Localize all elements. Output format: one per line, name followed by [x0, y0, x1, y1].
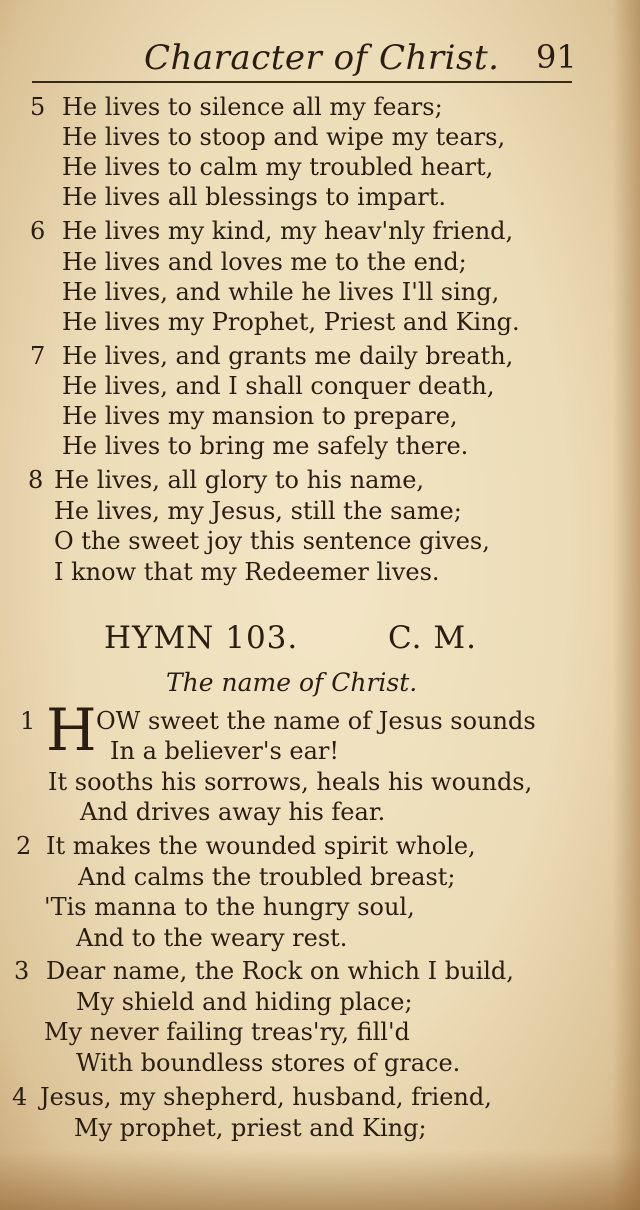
hymn-meter: C. M. [388, 620, 477, 656]
verse-line: He lives, my Jesus, still the same; [54, 497, 462, 525]
verse-number: 8 [28, 466, 44, 494]
verse-number: 4 [12, 1083, 28, 1111]
verse-number: 7 [30, 342, 46, 370]
page-edge-shadow [612, 0, 640, 1210]
verse-line: He lives to calm my troubled heart, [62, 153, 494, 181]
verse-line: He lives all blessings to impart. [62, 183, 446, 211]
verse-line: In a believer's ear! [110, 737, 340, 765]
verse-line: And calms the troubled breast; [78, 863, 456, 891]
verse-line: It makes the wounded spirit whole, [46, 832, 476, 860]
page-number: 91 [536, 38, 577, 76]
hymn-title: HYMN 103. [104, 620, 299, 656]
verse-line: He lives my kind, my heav'nly friend, [62, 217, 514, 245]
verse-line: My shield and hiding place; [76, 988, 413, 1016]
verse-line: He lives to bring me safely there. [62, 432, 469, 460]
verse-line: I know that my Redeemer lives. [54, 558, 440, 586]
running-header-title: Character of Christ. [144, 38, 500, 78]
verse-line: He lives to silence all my fears; [62, 93, 443, 121]
verse-line: He lives, all glory to his name, [54, 466, 425, 494]
verse-line: My never failing treas'ry, fill'd [44, 1018, 410, 1046]
drop-cap: H [46, 696, 97, 764]
verse-number: 2 [16, 832, 32, 860]
verse-line: He lives, and grants me daily breath, [62, 342, 514, 370]
verse-line: He lives to stoop and wipe my tears, [62, 123, 506, 151]
verse-line: OW sweet the name of Jesus sounds [96, 707, 536, 735]
hymn-subtitle: The name of Christ. [166, 668, 418, 697]
verse-line: It sooths his sorrows, heals his wounds, [48, 768, 533, 796]
verse-line: He lives, and while he lives I'll sing, [62, 278, 500, 306]
header-rule [32, 81, 572, 83]
verse-number: 6 [30, 217, 46, 245]
verse-line: And to the weary rest. [76, 924, 348, 952]
verse-line: He lives, and I shall conquer death, [62, 372, 495, 400]
verse-line: Jesus, my shepherd, husband, friend, [40, 1083, 492, 1111]
verse-line: He lives my mansion to prepare, [62, 402, 458, 430]
verse-line: He lives and loves me to the end; [62, 248, 467, 276]
verse-line: He lives my Prophet, Priest and King. [62, 308, 520, 336]
verse-line: O the sweet joy this sentence gives, [54, 527, 490, 555]
verse-line: Dear name, the Rock on which I build, [46, 957, 514, 985]
verse-line: And drives away his fear. [80, 798, 386, 826]
verse-line: My prophet, priest and King; [74, 1114, 427, 1142]
verse-number: 3 [14, 957, 30, 985]
verse-number: 1 [20, 707, 36, 735]
verse-number: 5 [30, 93, 46, 121]
verse-line: With boundless stores of grace. [76, 1049, 461, 1077]
page-bottom-shadow [0, 1150, 640, 1210]
verse-line: 'Tis manna to the hungry soul, [44, 893, 415, 921]
